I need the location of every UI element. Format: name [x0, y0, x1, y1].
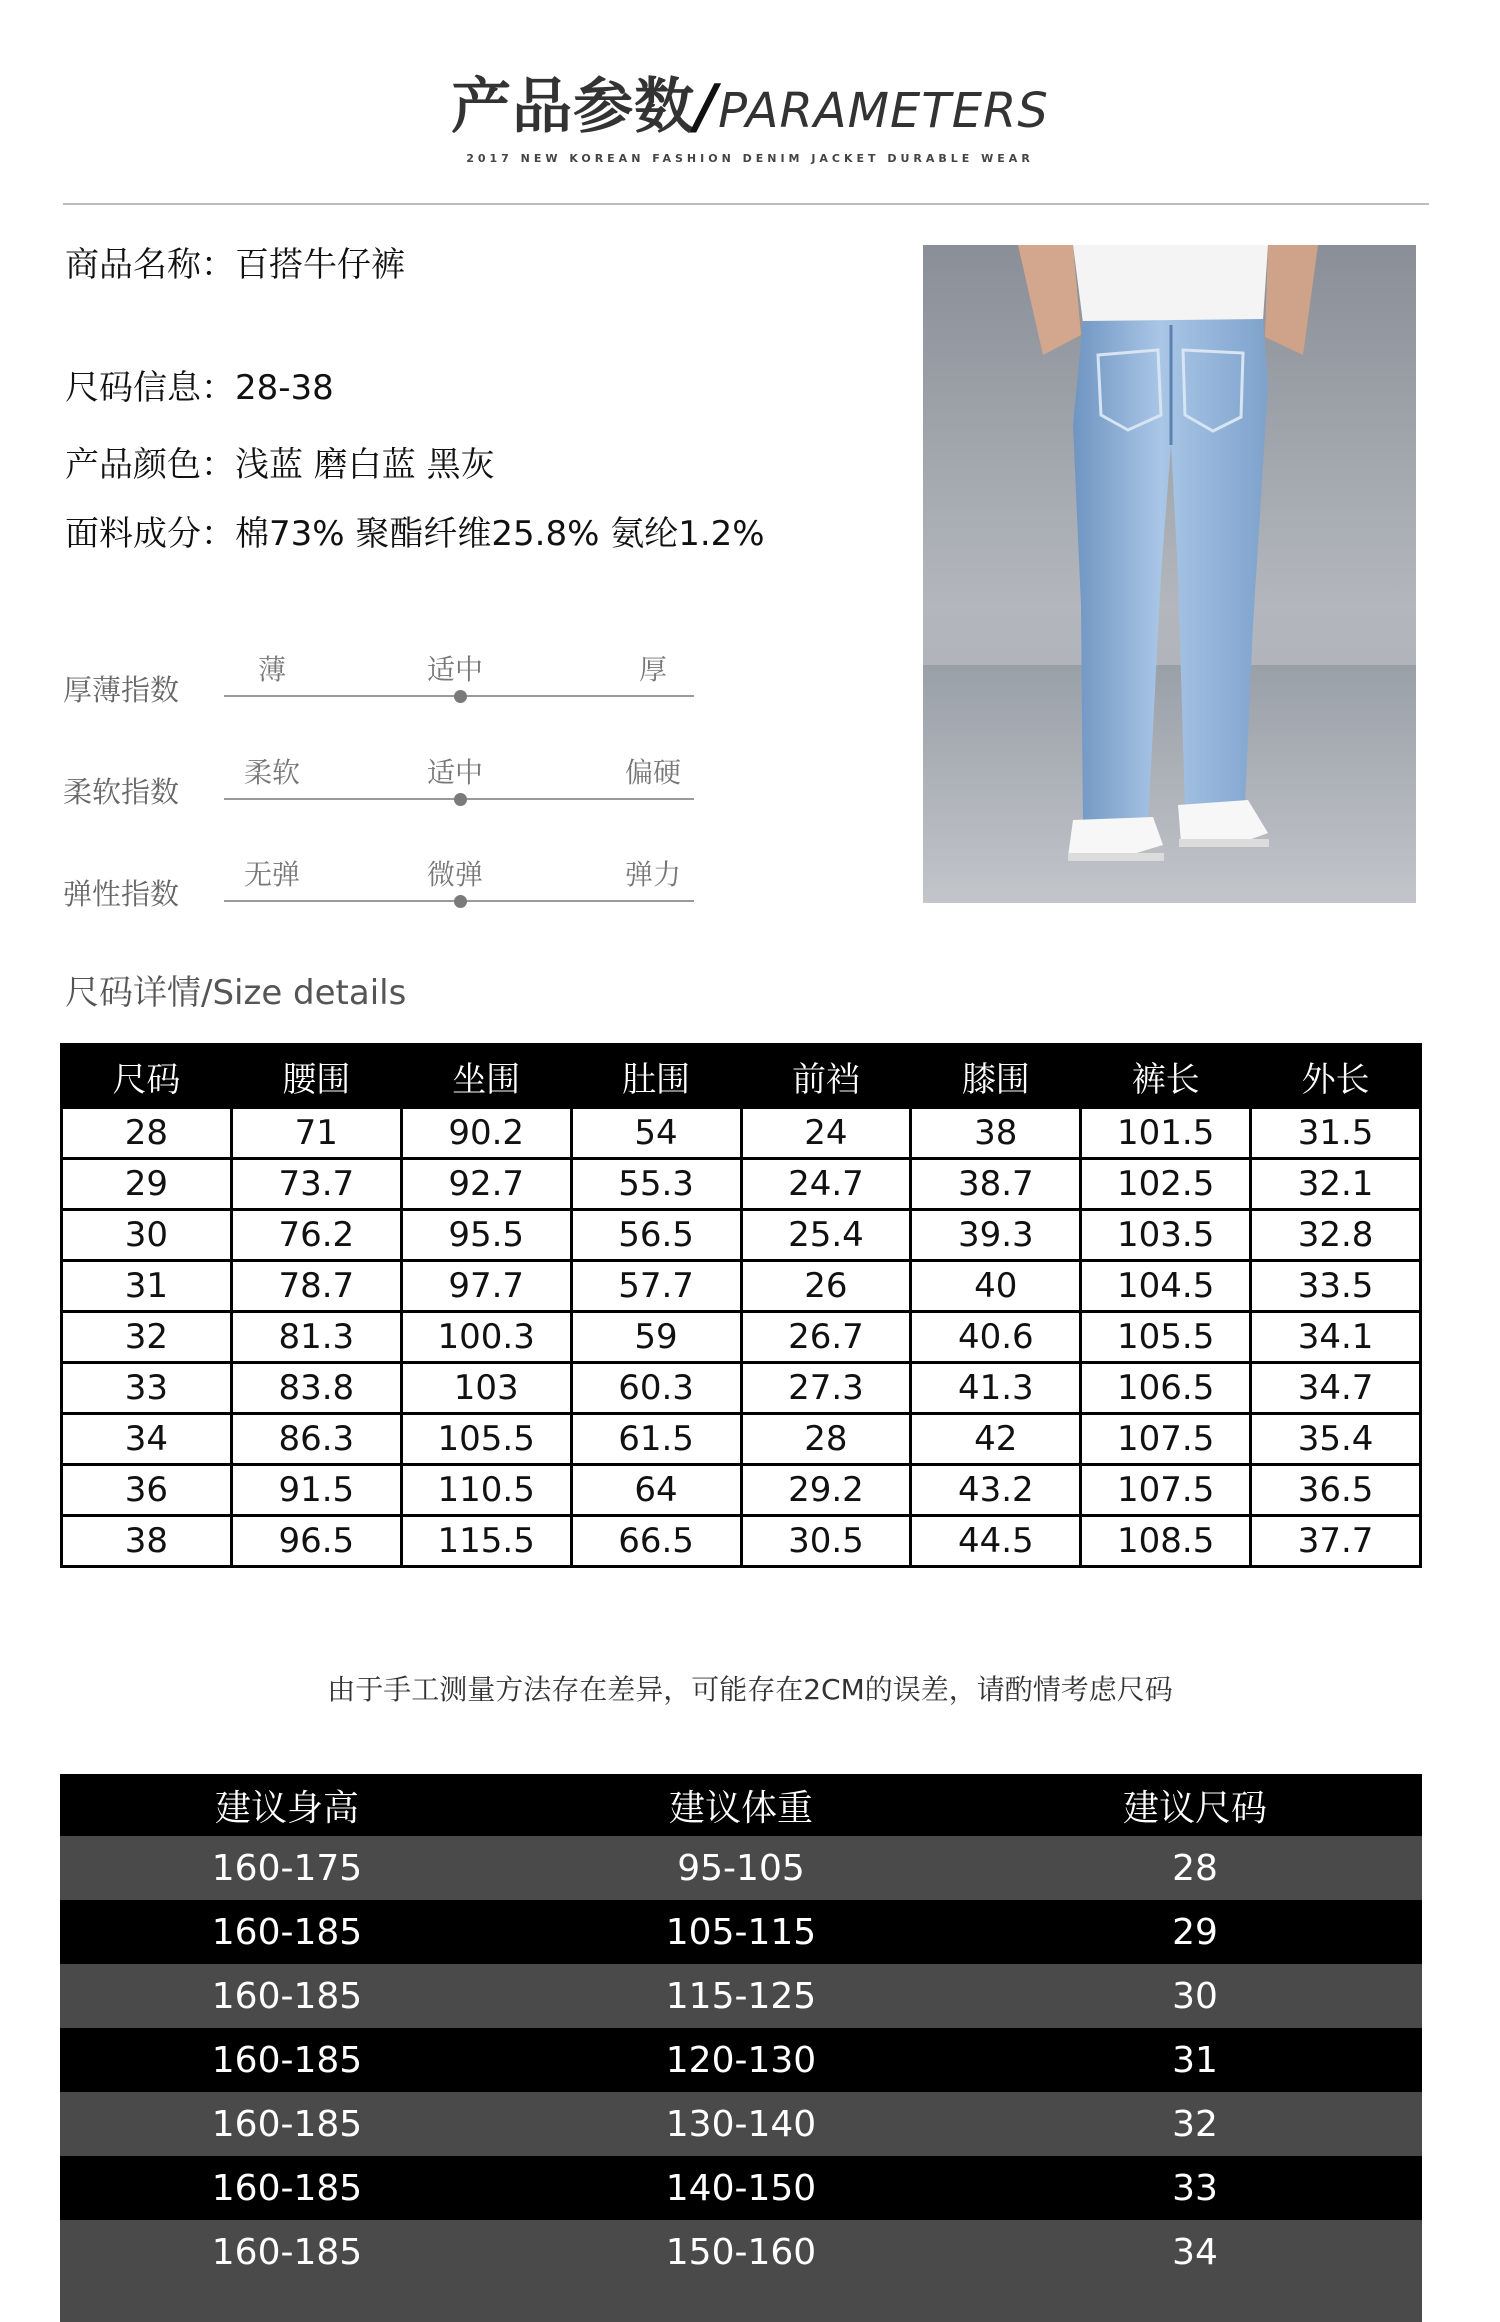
size-table-header-row — [62, 1045, 1421, 1108]
table-cell: 81.3 — [231, 1312, 401, 1363]
table-cell: 150-160 — [514, 2220, 968, 2284]
table-cell: 105.5 — [1081, 1312, 1251, 1363]
table-cell: 103.5 — [1081, 1210, 1251, 1261]
header-weight: 建议体重 — [514, 1774, 968, 1836]
table-cell: 32.1 — [1251, 1159, 1421, 1210]
table-cell: 24 — [741, 1108, 911, 1159]
info-label: 产品颜色： — [65, 445, 235, 485]
table-cell: 26.7 — [741, 1312, 911, 1363]
table-row — [60, 1900, 1422, 1964]
header-waist: 腰围 — [231, 1045, 401, 1108]
table-cell: 38 — [62, 1516, 232, 1567]
table-row — [62, 1516, 1421, 1567]
table-cell: 40.6 — [911, 1312, 1081, 1363]
header-size: 尺码 — [62, 1045, 232, 1108]
table-cell: 104.5 — [1081, 1261, 1251, 1312]
table-cell: 160-185 — [60, 2220, 514, 2284]
table-cell: 42 — [911, 1414, 1081, 1465]
info-row-color — [65, 443, 495, 487]
table-cell: 103 — [401, 1363, 571, 1414]
table-cell: 107.5 — [1081, 1465, 1251, 1516]
table-cell: 102.5 — [1081, 1159, 1251, 1210]
table-cell: 31 — [968, 2028, 1422, 2092]
header-size: 建议尺码 — [968, 1774, 1422, 1836]
table-cell: 44.5 — [911, 1516, 1081, 1567]
table-cell: 95.5 — [401, 1210, 571, 1261]
elasticity-indicator-dot — [454, 895, 467, 908]
table-cell: 60.3 — [571, 1363, 741, 1414]
elasticity-option-stretch: 弹力 — [624, 858, 681, 891]
table-cell: 107.5 — [1081, 1414, 1251, 1465]
table-cell: 59 — [571, 1312, 741, 1363]
table-cell: 160-185 — [60, 2028, 514, 2092]
header-outer-length: 外长 — [1251, 1045, 1421, 1108]
table-cell: 39.3 — [911, 1210, 1081, 1261]
table-row — [62, 1210, 1421, 1261]
info-row-size — [65, 366, 334, 410]
size-details-title: 尺码详情/Size details — [65, 973, 407, 1013]
info-value: 28-38 — [235, 368, 334, 408]
info-row-fabric — [65, 512, 765, 556]
table-cell: 29 — [968, 1900, 1422, 1964]
table-cell: 28 — [62, 1108, 232, 1159]
table-cell: 160-185 — [60, 2092, 514, 2156]
header-height: 建议身高 — [60, 1774, 514, 1836]
table-cell: 35.4 — [1251, 1414, 1421, 1465]
table-cell: 64 — [571, 1465, 741, 1516]
header-front-rise: 前裆 — [741, 1045, 911, 1108]
table-cell: 76.2 — [231, 1210, 401, 1261]
table-row — [60, 2028, 1422, 2092]
table-cell: 32 — [968, 2092, 1422, 2156]
table-cell: 33 — [968, 2156, 1422, 2220]
thickness-option-medium: 适中 — [426, 653, 483, 686]
title-en: PARAMETERS — [718, 83, 1049, 139]
info-value: 浅蓝 磨白蓝 黑灰 — [235, 445, 495, 485]
info-value: 棉73% 聚酯纤维25.8% 氨纶1.2% — [235, 514, 765, 554]
table-row — [62, 1159, 1421, 1210]
header-knee: 膝围 — [911, 1045, 1081, 1108]
table-row — [60, 2220, 1422, 2284]
elasticity-option-slight: 微弹 — [426, 858, 483, 891]
table-cell: 130-140 — [514, 2092, 968, 2156]
info-label: 商品名称： — [65, 245, 235, 285]
table-cell: 28 — [741, 1414, 911, 1465]
elasticity-index-label: 弹性指数 — [63, 877, 180, 911]
table-cell: 83.8 — [231, 1363, 401, 1414]
elasticity-option-none: 无弹 — [243, 858, 300, 891]
table-cell: 92.7 — [401, 1159, 571, 1210]
table-continuation — [60, 2284, 1422, 2322]
table-cell: 40 — [911, 1261, 1081, 1312]
table-cell: 115.5 — [401, 1516, 571, 1567]
table-cell: 27.3 — [741, 1363, 911, 1414]
info-label: 尺码信息： — [65, 368, 235, 408]
table-cell: 101.5 — [1081, 1108, 1251, 1159]
table-cell: 108.5 — [1081, 1516, 1251, 1567]
table-cell: 66.5 — [571, 1516, 741, 1567]
table-row — [60, 1836, 1422, 1900]
table-cell: 24.7 — [741, 1159, 911, 1210]
table-cell: 160-185 — [60, 1900, 514, 1964]
table-cell: 33.5 — [1251, 1261, 1421, 1312]
table-cell: 106.5 — [1081, 1363, 1251, 1414]
info-row-name — [65, 243, 405, 287]
table-cell: 120-130 — [514, 2028, 968, 2092]
measurement-note: 由于手工测量方法存在差异，可能存在2CM的误差，请酌情考虑尺码 — [327, 1673, 1173, 1706]
softness-option-medium: 适中 — [426, 756, 483, 789]
table-cell: 31.5 — [1251, 1108, 1421, 1159]
title-cn: 产品参数 — [451, 72, 696, 142]
table-cell: 32.8 — [1251, 1210, 1421, 1261]
table-cell: 54 — [571, 1108, 741, 1159]
page-title — [0, 72, 1500, 146]
table-cell: 36 — [62, 1465, 232, 1516]
table-cell: 91.5 — [231, 1465, 401, 1516]
table-cell: 160-175 — [60, 1836, 514, 1900]
table-row — [62, 1414, 1421, 1465]
table-cell: 61.5 — [571, 1414, 741, 1465]
header-divider — [63, 203, 1429, 205]
thickness-index-label: 厚薄指数 — [63, 673, 180, 707]
table-cell: 97.7 — [401, 1261, 571, 1312]
table-cell: 78.7 — [231, 1261, 401, 1312]
table-row — [60, 1964, 1422, 2028]
table-row — [60, 2092, 1422, 2156]
table-cell: 25.4 — [741, 1210, 911, 1261]
table-row — [62, 1312, 1421, 1363]
table-cell: 33 — [62, 1363, 232, 1414]
table-cell: 43.2 — [911, 1465, 1081, 1516]
table-cell: 32 — [62, 1312, 232, 1363]
thickness-option-thick: 厚 — [638, 653, 667, 686]
table-cell: 95-105 — [514, 1836, 968, 1900]
table-cell: 30 — [968, 1964, 1422, 2028]
table-cell: 105-115 — [514, 1900, 968, 1964]
jeans-illustration — [923, 245, 1416, 903]
table-cell: 140-150 — [514, 2156, 968, 2220]
table-cell: 36.5 — [1251, 1465, 1421, 1516]
info-label: 面料成分： — [65, 514, 235, 554]
table-row — [60, 2156, 1422, 2220]
size-recommendation-table — [60, 1774, 1422, 2284]
softness-option-soft: 柔软 — [243, 756, 300, 789]
info-value: 百搭牛仔裤 — [235, 245, 405, 285]
size-details-table — [60, 1043, 1422, 1568]
recommendation-header-row — [60, 1774, 1422, 1836]
table-cell: 34 — [968, 2220, 1422, 2284]
table-cell: 34 — [62, 1414, 232, 1465]
header-belly: 肚围 — [571, 1045, 741, 1108]
table-row — [62, 1363, 1421, 1414]
table-cell: 71 — [231, 1108, 401, 1159]
table-cell: 31 — [62, 1261, 232, 1312]
table-cell: 37.7 — [1251, 1516, 1421, 1567]
table-cell: 29 — [62, 1159, 232, 1210]
table-cell: 73.7 — [231, 1159, 401, 1210]
table-row — [62, 1261, 1421, 1312]
thickness-option-thin: 薄 — [257, 653, 286, 686]
table-cell: 96.5 — [231, 1516, 401, 1567]
table-cell: 38 — [911, 1108, 1081, 1159]
softness-indicator-dot — [454, 793, 467, 806]
table-cell: 57.7 — [571, 1261, 741, 1312]
table-cell: 160-185 — [60, 1964, 514, 2028]
page-subtitle: 2017 NEW KOREAN FASHION DENIM JACKET DURABLE WEAR — [466, 152, 1034, 165]
table-cell: 160-185 — [60, 2156, 514, 2220]
table-cell: 105.5 — [401, 1414, 571, 1465]
softness-index-label: 柔软指数 — [63, 775, 180, 809]
table-cell: 28 — [968, 1836, 1422, 1900]
table-cell: 34.1 — [1251, 1312, 1421, 1363]
softness-option-hard: 偏硬 — [624, 756, 681, 789]
header-pants-length: 裤长 — [1081, 1045, 1251, 1108]
table-cell: 110.5 — [401, 1465, 571, 1516]
table-cell: 34.7 — [1251, 1363, 1421, 1414]
table-cell: 55.3 — [571, 1159, 741, 1210]
title-slash: / — [695, 72, 719, 142]
table-row — [62, 1108, 1421, 1159]
table-cell: 41.3 — [911, 1363, 1081, 1414]
table-cell: 100.3 — [401, 1312, 571, 1363]
table-cell: 30 — [62, 1210, 232, 1261]
table-cell: 30.5 — [741, 1516, 911, 1567]
table-cell: 90.2 — [401, 1108, 571, 1159]
table-cell: 86.3 — [231, 1414, 401, 1465]
table-cell: 38.7 — [911, 1159, 1081, 1210]
thickness-indicator-dot — [454, 690, 467, 703]
table-cell: 26 — [741, 1261, 911, 1312]
table-row — [62, 1465, 1421, 1516]
table-cell: 56.5 — [571, 1210, 741, 1261]
header-hip: 坐围 — [401, 1045, 571, 1108]
table-cell: 115-125 — [514, 1964, 968, 2028]
table-cell: 29.2 — [741, 1465, 911, 1516]
product-photo — [923, 245, 1416, 903]
